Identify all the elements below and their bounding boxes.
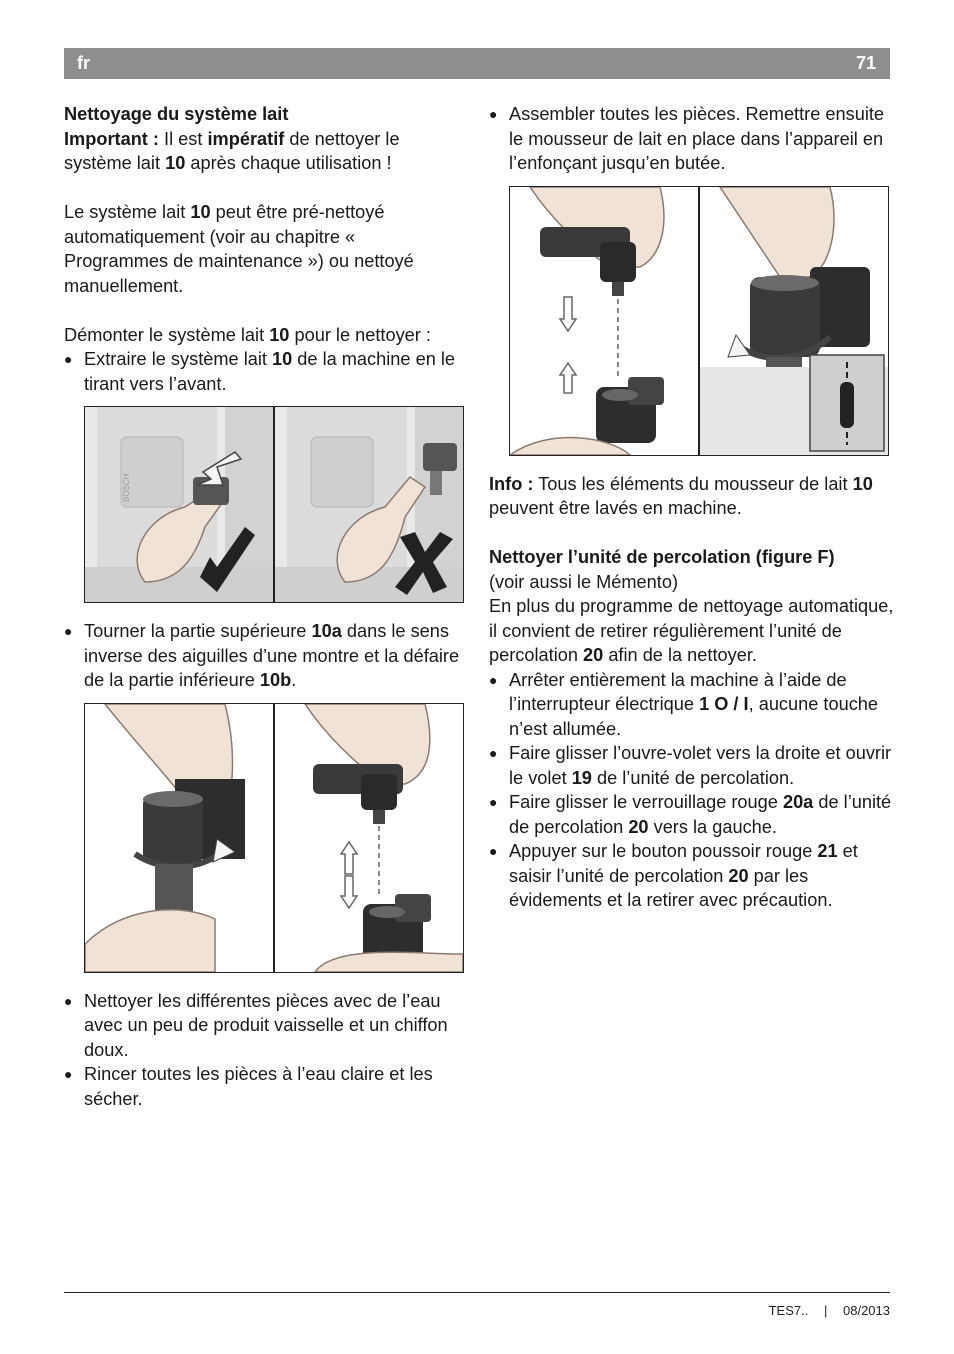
brewing-unit-steps — [489, 668, 899, 913]
footer — [763, 1299, 890, 1324]
brewing-unit-paragraph: En plus du programme de nettoyage automatique, il convient de retirer régulièrement l’unité de percolation 20 afin de la nettoyer. — [489, 596, 894, 665]
illustration-panel-rotate — [85, 704, 273, 972]
list-item: ● Tourner la partie supérieure 10a dans le sens inverse des aiguilles d’une montre et la défaire de la partie inférieure 10b. — [64, 619, 464, 693]
dismantle-paragraph: Démonter le système lait 10 pour le nettoyer : — [64, 324, 431, 345]
language-code: fr — [77, 53, 90, 73]
list-item: ● Faire glisser l’ouvre-volet vers la droite et ouvrir le volet 19 de l’unité de percolation. — [489, 741, 899, 790]
section-heading-milk-system: Nettoyage du système lait — [64, 104, 289, 124]
illustration-assemble — [509, 186, 889, 456]
header-bar — [64, 48, 890, 79]
illustration-panel-correct — [85, 407, 273, 602]
rotate-list — [64, 619, 464, 693]
footer-divider — [64, 1292, 890, 1293]
brand-mark-bosch: BOSCH — [122, 473, 131, 502]
left-column — [64, 102, 464, 1111]
section-heading-brewing-unit: Nettoyer l’unité de percolation (figure F) — [489, 547, 835, 567]
assemble-list — [489, 102, 899, 176]
illustration-rotate-separate — [84, 703, 464, 973]
list-item: ● Faire glisser le verrouillage rouge 20a de l’unité de percolation 20 vers la gauche. — [489, 790, 899, 839]
page-number: 71 — [855, 53, 876, 73]
footer-model: TES7.. — [768, 1303, 809, 1318]
illustration-extract-milk-system — [84, 406, 464, 603]
illustration-panel-assemble — [510, 187, 698, 455]
cleaning-list — [64, 989, 464, 1112]
list-item: ● Rincer toutes les pièces à l’eau claire et les sécher. — [64, 1062, 464, 1111]
memento-reference: (voir aussi le Mémento) — [489, 571, 679, 592]
extract-list — [64, 347, 464, 396]
important-paragraph: Important : Il est impératif de nettoyer le système lait 10 après chaque utilisation ! — [64, 128, 400, 173]
footer-separator: | — [823, 1303, 828, 1318]
list-item: ● Extraire le système lait 10 de la machine en le tirant vers l’avant. — [64, 347, 464, 396]
list-item: ● Nettoyer les différentes pièces avec de l’eau avec un peu de produit vaisselle et un chiffon doux. — [64, 989, 464, 1063]
illustration-panel-insert — [700, 187, 888, 455]
list-item: ● Arrêter entièrement la machine à l’aide de l’interrupteur électrique 1 O / I, aucune touche n’est allumée. — [489, 668, 899, 742]
info-paragraph: Info : Tous les éléments du mousseur de lait 10 peuvent être lavés en machine. — [489, 473, 873, 518]
list-item: ● Appuyer sur le bouton poussoir rouge 21 et saisir l’unité de percolation 20 par les évidements et la retirer avec précaution. — [489, 839, 899, 913]
footer-date: 08/2013 — [843, 1303, 890, 1318]
list-item: ● Assembler toutes les pièces. Remettre ensuite le mousseur de lait en place dans l’appareil en l’enfonçant jusqu’en butée. — [489, 102, 899, 176]
right-column — [489, 102, 899, 913]
pre-clean-paragraph: Le système lait 10 peut être pré-nettoyé automatiquement (voir au chapitre « Programmes de maintenance ») ou nettoyé manuellement. — [64, 202, 414, 296]
illustration-panel-separate — [275, 704, 463, 972]
illustration-panel-wrong — [275, 407, 463, 602]
